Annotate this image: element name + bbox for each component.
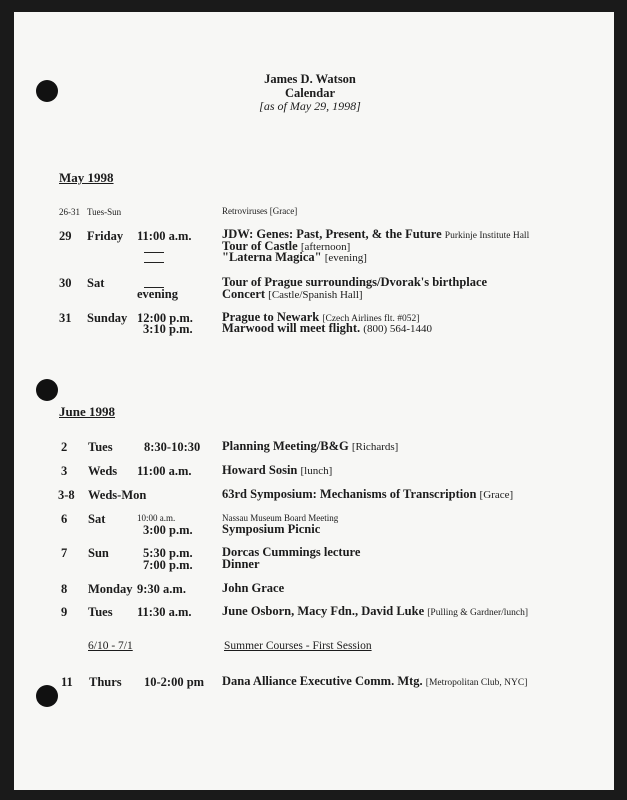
row-day: 9 — [61, 605, 68, 619]
row-event: "Laterna Magica" [evening] — [222, 250, 367, 264]
row-day: 6 — [61, 512, 68, 526]
row-time: 12:00 p.m. — [137, 311, 193, 325]
row-day: 2 — [61, 440, 68, 454]
row-time: 11:00 a.m. — [137, 229, 192, 243]
row-event: Tour of Castle [afternoon] — [222, 239, 351, 253]
row-dow: Weds — [88, 464, 118, 478]
row-event: June Osborn, Macy Fdn., David Luke [Pulling & Gardner/lunch] — [222, 604, 529, 618]
row-dow: Friday — [87, 229, 124, 243]
doc-date: [as of May 29, 1998] — [259, 99, 361, 113]
row-dow: Thurs — [89, 675, 122, 689]
row-time: 5:30 p.m. — [143, 546, 193, 560]
row-event: 63rd Symposium: Mechanisms of Transcription [Grace] — [222, 487, 514, 501]
row-time: 11:30 a.m. — [137, 605, 192, 619]
row-event: Symposium Picnic — [222, 522, 321, 536]
row-event: Dana Alliance Executive Comm. Mtg. [Metropolitan Club, NYC] — [222, 674, 528, 688]
doc-title: Calendar — [285, 86, 335, 100]
row-time: 10:00 a.m. — [137, 513, 176, 523]
row-time: 3:00 p.m. — [143, 523, 193, 537]
row-time: 8:30-10:30 — [144, 440, 201, 454]
punch-hole — [36, 379, 58, 401]
row-day: 29 — [59, 229, 72, 243]
row-time: 3:10 p.m. — [143, 322, 193, 336]
month-heading-may: May 1998 — [59, 170, 114, 185]
blank-time-line — [144, 252, 164, 253]
row-day: 31 — [59, 311, 72, 325]
row-dow: Tues — [88, 440, 113, 454]
punch-hole — [36, 80, 58, 102]
row-dow: Sat — [87, 276, 105, 290]
row-dow: Sun — [88, 546, 109, 560]
session-event: Summer Courses - First Session — [224, 640, 372, 652]
doc-author: James D. Watson — [264, 72, 356, 86]
row-day: 3 — [61, 464, 68, 478]
row-time: 9:30 a.m. — [137, 582, 186, 596]
row-dow: Tues-Sun — [87, 207, 122, 217]
row-day: 26-31 — [59, 207, 80, 217]
row-event: Concert [Castle/Spanish Hall] — [222, 287, 363, 301]
row-dow: Tues — [88, 605, 113, 619]
row-event: Dinner — [222, 557, 260, 571]
blank-time-line — [144, 262, 164, 263]
month-heading-june: June 1998 — [59, 404, 115, 419]
row-event: JDW: Genes: Past, Present, & the Future Purkinje Institute Hall — [222, 227, 530, 241]
session-dates: 6/10 - 7/1 — [88, 640, 133, 652]
row-time: 7:00 p.m. — [143, 558, 193, 572]
row-day: 7 — [61, 546, 68, 560]
row-dow: Weds-Mon — [88, 488, 147, 502]
row-time: 11:00 a.m. — [137, 464, 192, 478]
row-event: Tour of Prague surroundings/Dvorak's birthplace — [222, 275, 488, 289]
row-event: Dorcas Cummings lecture — [222, 545, 361, 559]
row-event: Marwood will meet flight. (800) 564-1440 — [222, 321, 433, 335]
row-dow: Monday — [88, 582, 133, 596]
row-event: Planning Meeting/B&G [Richards] — [222, 439, 399, 453]
row-day: 8 — [61, 582, 68, 596]
row-day: 30 — [59, 276, 72, 290]
row-time: 10-2:00 pm — [144, 675, 205, 689]
row-event: Nassau Museum Board Meeting — [222, 513, 339, 523]
row-day: 11 — [61, 675, 73, 689]
row-event: Howard Sosin [lunch] — [222, 463, 333, 477]
row-event: John Grace — [222, 581, 285, 595]
row-event: Retroviruses [Grace] — [222, 206, 298, 216]
row-event: Prague to Newark [Czech Airlines flt. #052] — [222, 310, 420, 324]
row-time: evening — [137, 287, 178, 301]
punch-hole — [36, 685, 58, 707]
row-dow: Sunday — [87, 311, 128, 325]
row-dow: Sat — [88, 512, 106, 526]
row-day: 3-8 — [58, 488, 75, 502]
